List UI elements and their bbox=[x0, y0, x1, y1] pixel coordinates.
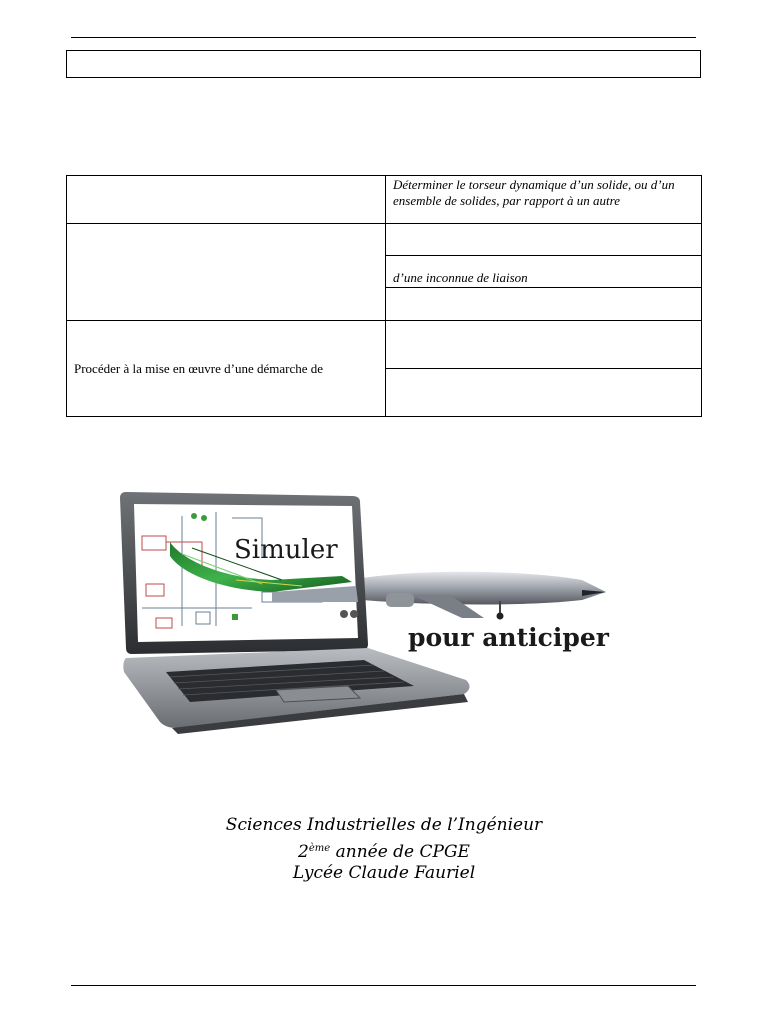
simulation-illustration bbox=[112, 476, 622, 750]
laptop bbox=[120, 492, 470, 734]
footer-line-subject: Sciences Industrielles de l’Ingénieur bbox=[225, 815, 543, 835]
footer-line-school: Lycée Claude Fauriel bbox=[292, 863, 476, 883]
year-suffix: ème bbox=[308, 843, 331, 854]
year-rest: année de CPGE bbox=[330, 842, 470, 862]
headline-text: Simuler bbox=[234, 535, 338, 565]
table-cell: Procéder à la mise en œuvre d’une démarche de bbox=[67, 321, 386, 417]
footer-rule bbox=[71, 985, 696, 986]
table-cell bbox=[386, 369, 702, 417]
title-box bbox=[66, 50, 701, 78]
tagline-text: pour anticiper bbox=[408, 623, 609, 652]
table-row bbox=[67, 224, 702, 256]
table-cell: Déterminer le torseur dynamique d’un solide, ou d’un ensemble de solides, par rapport à un autre bbox=[386, 176, 702, 224]
table-cell bbox=[67, 176, 386, 224]
table-row bbox=[67, 176, 702, 224]
skills-table bbox=[66, 175, 702, 417]
table-cell bbox=[67, 224, 386, 321]
footer-line-year bbox=[0, 837, 768, 864]
table-cell bbox=[386, 321, 702, 369]
table-cell bbox=[386, 288, 702, 321]
year-number: 2 bbox=[298, 842, 309, 862]
table-row bbox=[67, 321, 702, 369]
header-rule bbox=[71, 37, 696, 38]
airplane bbox=[362, 572, 606, 620]
table-cell bbox=[386, 224, 702, 256]
table-cell: d’une inconnue de liaison bbox=[386, 256, 702, 288]
